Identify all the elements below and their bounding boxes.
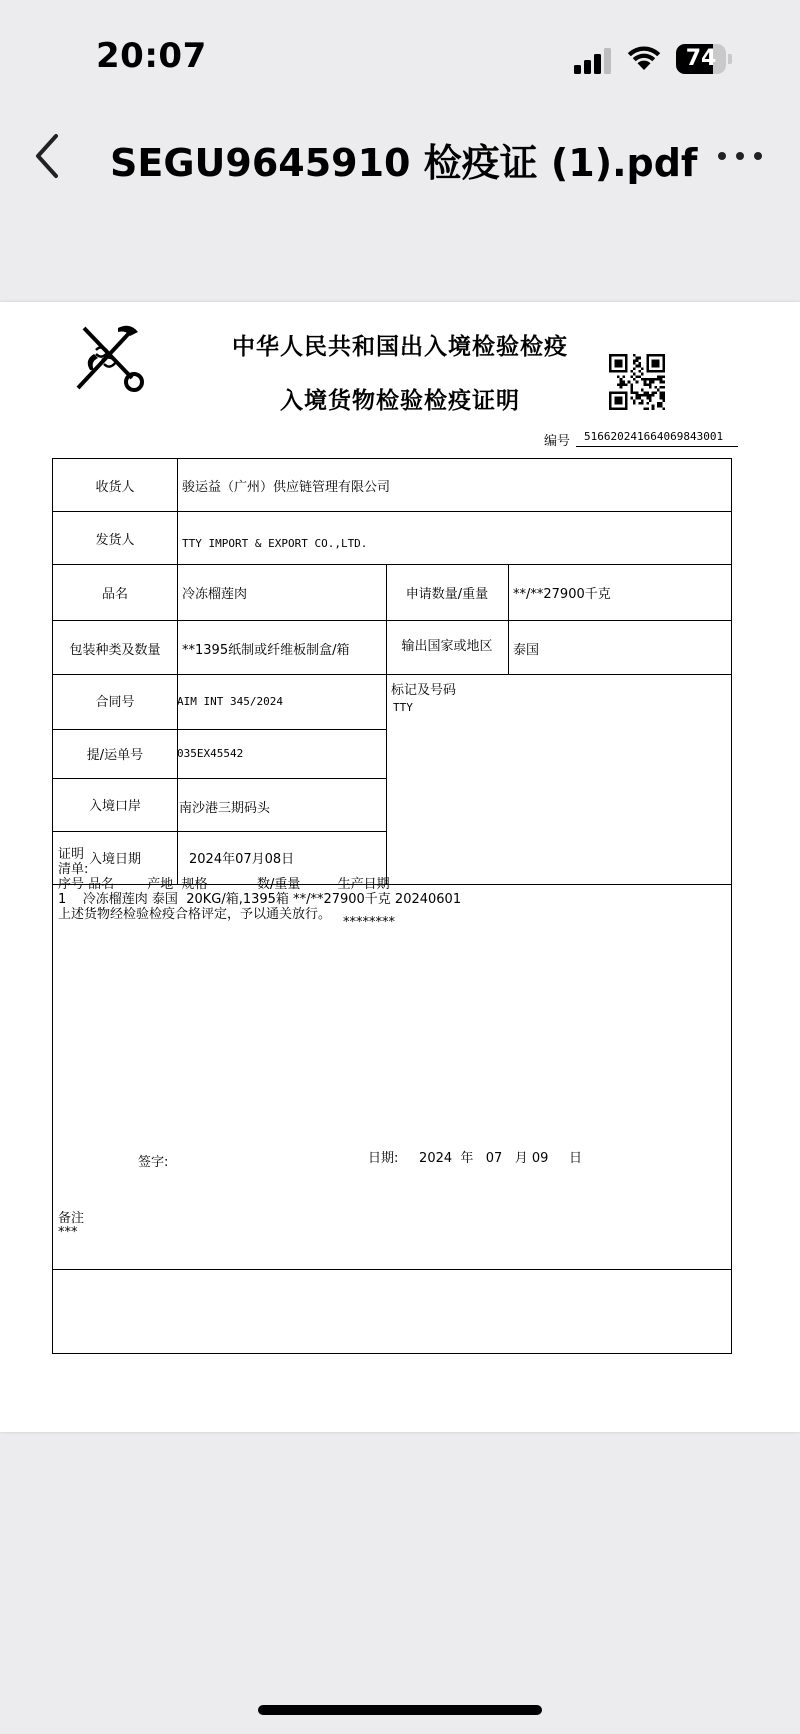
signature-label: 签字: <box>138 1155 169 1170</box>
packing-value: **1395纸制或纤维板制盒/箱 <box>182 643 350 658</box>
origin-country-label: 输出国家或地区 <box>401 639 493 654</box>
marks-value: TTY <box>393 701 413 714</box>
certificate-text: 证明 清单: 序号 品名 产地 规格 数/重量 生产日期 1 冷冻榴莲肉 泰国 20KG/箱,1395箱 **/**27900千克 20240601 上述货物经检验检疫合格评定，予以通关放行。 <box>58 847 462 922</box>
entry-date-value: 2024年07月08日 <box>189 852 295 867</box>
qr-code <box>609 354 665 410</box>
marks-label: 标记及号码 <box>391 683 457 698</box>
issue-date: 日期: 2024 年 07 月 09 日 <box>368 1151 583 1166</box>
home-indicator[interactable] <box>258 1705 542 1715</box>
goods-name-value: 冷冻榴莲肉 <box>182 587 248 602</box>
consignee-value: 骏运益（广州）供应链管理有限公司 <box>182 480 391 495</box>
navigation-bar <box>0 110 800 200</box>
cert-number-label: 编号 <box>544 434 571 449</box>
battery-percentage: 74 <box>685 46 717 71</box>
more-options-icon[interactable] <box>712 140 768 170</box>
cert-number: 516620241664069843001 <box>576 430 738 447</box>
goods-name-label: 品名 <box>101 587 128 602</box>
pdf-page[interactable] <box>0 302 800 1432</box>
remarks: 备注 *** <box>58 1211 85 1240</box>
document-title: SEGU9645910 检疫证 (1).pdf <box>110 141 698 185</box>
cellular-signal-icon <box>574 46 614 74</box>
quantity-label: 申请数量/重量 <box>405 587 489 602</box>
origin-country-value: 泰国 <box>513 643 540 658</box>
battery-icon <box>676 44 732 74</box>
entry-port-value: 南沙港三期码头 <box>179 801 271 816</box>
consignor-label: 发货人 <box>95 533 135 548</box>
bill-of-lading-label: 提/运单号 <box>86 748 144 763</box>
doc-title-line-1: 中华人民共和国出入境检验检疫 <box>232 333 568 360</box>
entry-date-label: 入境日期 <box>88 852 141 867</box>
back-chevron-icon[interactable] <box>28 128 68 184</box>
packing-label: 包装种类及数量 <box>69 643 161 658</box>
consignor-value: TTY IMPORT & EXPORT CO.,LTD. <box>182 537 368 550</box>
status-bar <box>0 0 800 100</box>
doc-title-line-2: 入境货物检验检疫证明 <box>280 387 520 414</box>
status-time: 20:07 <box>96 36 207 76</box>
bill-of-lading-value: 035EX45542 <box>177 747 244 760</box>
inspection-form <box>52 458 732 1354</box>
contract-no-label: 合同号 <box>95 695 135 710</box>
wifi-icon <box>626 42 662 72</box>
quantity-value: **/**27900千克 <box>513 587 611 602</box>
certificate-stars: ******** <box>343 915 395 930</box>
entry-port-label: 入境口岸 <box>88 799 141 814</box>
contract-no-value: AIM INT 345/2024 <box>177 695 283 708</box>
consignee-label: 收货人 <box>95 480 135 495</box>
